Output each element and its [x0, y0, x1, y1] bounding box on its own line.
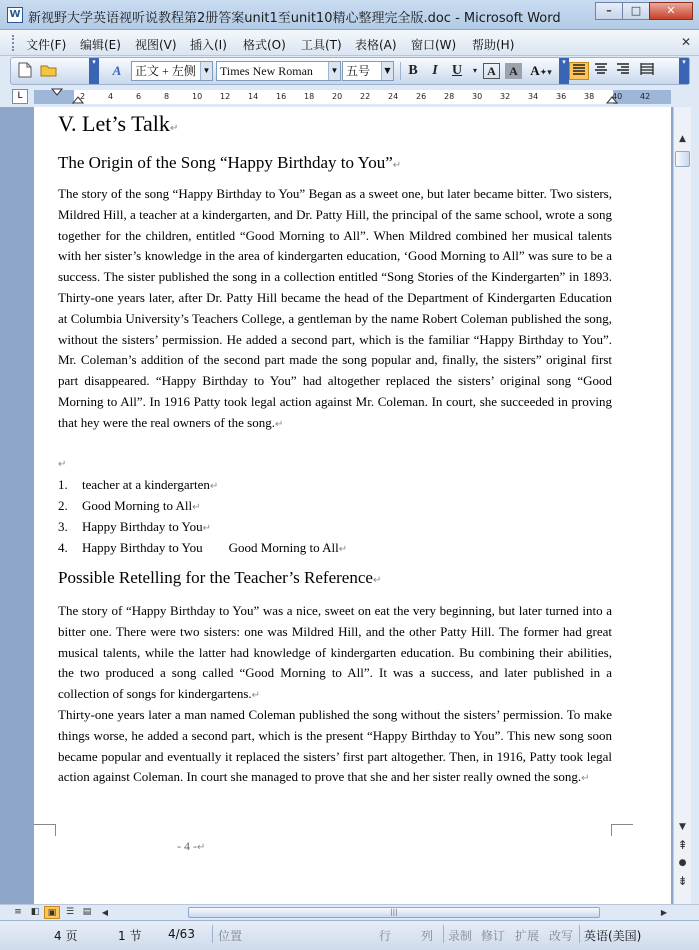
- ruler-tick-label: 28: [444, 92, 455, 101]
- status-line: 行: [379, 929, 392, 943]
- font-dropdown[interactable]: [216, 61, 341, 81]
- ruler-tick-label: 14: [248, 92, 259, 101]
- ruler-tick-label: 4: [108, 92, 114, 101]
- normal-view-icon[interactable]: ≡: [14, 907, 22, 917]
- toolbar-overflow-icon[interactable]: ▾: [679, 58, 689, 84]
- character-shading-button[interactable]: A: [505, 63, 522, 79]
- answer-text: Happy Birthday to You: [82, 519, 203, 534]
- paragraph-text: The story of “Happy Birthday to You” was a nice, sweet on eat the very beginning, but later turned into a bitter one. There were two sisters: one was Mildred Hill, and the other Patty Hill. The former had great musical talents, while the latter had knowledge of kindergarten education. Bu combining their abilities, the two produced a song called “Good Morning to All”. It was a success, and later published in a collection of songs for kindergartens.: [58, 603, 612, 702]
- answer-item[interactable]: [58, 519, 211, 535]
- chevron-down-icon: ▼: [381, 62, 393, 80]
- menu-help[interactable]: 帮助(H): [472, 38, 515, 52]
- next-page-icon[interactable]: ⇟: [677, 874, 688, 888]
- ruler-tick-label: 22: [360, 92, 371, 101]
- horizontal-scroll-thumb[interactable]: |||: [188, 907, 600, 918]
- section-heading-lets-talk[interactable]: [58, 111, 178, 137]
- font-size-dropdown[interactable]: [342, 61, 394, 81]
- paragraph-mark-icon: ↵: [202, 523, 212, 534]
- style-value: 正文 + 左侧: [135, 64, 196, 78]
- paragraph-mark-icon: ↵: [392, 160, 402, 171]
- document-area: [0, 107, 673, 904]
- menu-bar: [0, 30, 699, 56]
- paragraph-mark-icon: ↵: [58, 459, 67, 470]
- story-paragraph[interactable]: [58, 184, 612, 436]
- toolbar-overflow-icon[interactable]: ▾: [559, 58, 569, 84]
- align-justify-icon[interactable]: [569, 62, 589, 80]
- ruler-tick-label: 10: [192, 92, 203, 101]
- toolbar-overflow-icon[interactable]: ▾: [89, 58, 99, 84]
- horizontal-ruler[interactable]: [34, 90, 671, 104]
- ruler-tick-label: 20: [332, 92, 343, 101]
- status-page: 4 页: [54, 929, 78, 943]
- title-bar: [0, 0, 699, 30]
- answer-number: 4.: [58, 540, 68, 555]
- align-center-icon[interactable]: [591, 62, 611, 80]
- page-number-text: - 4 -: [177, 839, 197, 853]
- minimize-button[interactable]: –: [595, 2, 623, 20]
- chevron-down-icon: ▼: [328, 62, 340, 80]
- close-button[interactable]: ✕: [649, 2, 693, 20]
- crop-mark: [34, 824, 56, 836]
- heading-possible-retelling[interactable]: [58, 568, 381, 588]
- heading-text: The Origin of the Song “Happy Birthday to You”: [58, 153, 393, 172]
- select-browse-object-icon[interactable]: ●: [678, 858, 687, 868]
- first-line-indent-icon[interactable]: [51, 88, 63, 100]
- scroll-left-icon[interactable]: ◀: [101, 908, 109, 917]
- toolbar-divider: [400, 62, 401, 80]
- status-page-count: 4/63: [168, 927, 195, 941]
- scroll-down-icon[interactable]: ▼: [679, 822, 686, 832]
- open-folder-icon[interactable]: [39, 62, 59, 80]
- ruler-tick-label: 12: [220, 92, 231, 101]
- paragraph-mark-icon: ↵: [197, 842, 206, 853]
- paragraph-text: Thirty-one years later a man named Coleman published the song without the sisters’ permission. To make things worse, he added a second part, which is the present “Happy Birthday to You”. This new song soon became popular and eventually it replaced the sisters’ first part altogether. Then, in 1916, Patty took legal action against Coleman. In court she managed to prove that she and her sister really owned the song.: [58, 707, 612, 785]
- answer-text: Good Morning to All: [82, 498, 193, 513]
- heading-text: V. Let’s Talk: [58, 111, 170, 136]
- answer-number: 2.: [58, 498, 68, 513]
- status-column: 列: [421, 929, 434, 943]
- empty-paragraph[interactable]: [58, 455, 66, 471]
- ruler-tick-label: 32: [500, 92, 511, 101]
- underline-options-icon[interactable]: ▾: [472, 66, 477, 75]
- status-position: 位置: [218, 929, 243, 943]
- menu-format[interactable]: 格式(O): [243, 38, 286, 52]
- paragraph-mark-icon: ↵: [581, 773, 590, 785]
- window-title: 新视野大学英语视听说教程第2册答案unit1至unit10精心整理完全版.doc - Microsoft Word: [28, 11, 561, 26]
- horizontal-scrollbar[interactable]: [0, 904, 699, 920]
- ruler-tick-label: 40: [612, 92, 623, 101]
- outline-view-icon[interactable]: ☰: [65, 907, 75, 917]
- ruler-tick-label: 6: [136, 92, 142, 101]
- web-layout-icon[interactable]: ◧: [30, 907, 40, 917]
- ruler-tick-label: 8: [164, 92, 170, 101]
- chevron-down-icon: ▼: [200, 62, 212, 80]
- paragraph-mark-icon: ↵: [192, 502, 201, 513]
- italic-button[interactable]: I: [432, 63, 438, 78]
- crop-mark: [611, 824, 633, 836]
- ruler-tick-label: 16: [276, 92, 287, 101]
- style-dropdown[interactable]: [131, 61, 213, 81]
- ruler-tick-label: 42: [640, 92, 651, 101]
- font-value: Times New Roman: [220, 64, 313, 78]
- menu-tools[interactable]: 工具(T): [301, 38, 342, 52]
- macro-record-toggle[interactable]: 录制: [448, 929, 473, 943]
- close-document-button[interactable]: ✕: [680, 35, 691, 49]
- menu-window[interactable]: 窗口(W): [411, 38, 457, 52]
- previous-page-icon[interactable]: ⇞: [677, 838, 688, 852]
- scroll-right-icon[interactable]: ▶: [660, 908, 668, 917]
- ruler-tick-label: 26: [416, 92, 427, 101]
- menu-grip-handle[interactable]: [12, 35, 15, 51]
- reading-layout-icon[interactable]: ▤: [82, 907, 92, 917]
- vertical-scrollbar[interactable]: [673, 107, 691, 904]
- page-number-footer: [177, 839, 205, 854]
- answer-text: teacher at a kindergarten: [82, 477, 210, 492]
- menu-table[interactable]: 表格(A): [355, 38, 397, 52]
- status-divider: [212, 925, 213, 943]
- heading-origin-of-song[interactable]: [58, 153, 401, 173]
- word-app-icon[interactable]: W: [7, 7, 23, 23]
- menu-view[interactable]: 视图(V): [135, 38, 177, 52]
- ruler-tick-label: 18: [304, 92, 315, 101]
- window-controls: [596, 2, 693, 20]
- paragraph-mark-icon: ↵: [209, 481, 219, 492]
- print-layout-icon[interactable]: ▣: [44, 906, 60, 919]
- tab-stop-selector[interactable]: L: [12, 89, 28, 104]
- answer-text: Happy Birthday to You Good Morning to All: [82, 540, 339, 555]
- menu-insert[interactable]: 插入(I): [190, 38, 227, 52]
- document-page[interactable]: [34, 107, 671, 904]
- retelling-paragraph-2[interactable]: [58, 705, 612, 790]
- styles-pane-icon[interactable]: A: [112, 63, 122, 78]
- answer-number: 1.: [58, 477, 68, 492]
- vertical-scroll-thumb[interactable]: [675, 151, 690, 167]
- answer-item[interactable]: [58, 540, 347, 556]
- ruler-area: [0, 87, 699, 107]
- track-changes-toggle[interactable]: 修订: [481, 929, 506, 943]
- paragraph-mark-icon: ↵: [372, 575, 382, 586]
- ruler-tick-label: 38: [584, 92, 595, 101]
- answer-number: 3.: [58, 519, 68, 534]
- paragraph-mark-icon: ↵: [338, 544, 348, 555]
- font-color-button[interactable]: A: [483, 63, 500, 79]
- menu-edit[interactable]: 编辑(E): [80, 38, 121, 52]
- heading-text: Possible Retelling for the Teacher’s Reference: [58, 568, 373, 587]
- status-language[interactable]: 英语(美国): [584, 929, 642, 943]
- extend-selection-toggle[interactable]: 扩展: [515, 929, 540, 943]
- align-right-icon[interactable]: [613, 62, 633, 80]
- answer-item[interactable]: [58, 498, 201, 514]
- overtype-toggle[interactable]: 改写: [549, 929, 574, 943]
- bold-button[interactable]: B: [408, 63, 418, 78]
- new-document-icon[interactable]: [15, 62, 35, 80]
- ruler-tick-label: 24: [388, 92, 399, 101]
- ruler-tick-label: 36: [556, 92, 567, 101]
- status-bar: [0, 920, 699, 950]
- status-section: 1 节: [118, 929, 142, 943]
- font-size-value: 五号: [346, 64, 371, 78]
- paragraph-text: The story of the song “Happy Birthday to You” Began as a sweet one, but later became bitter. Two sisters, Mildred Hill, a teacher at a kindergarten, and Dr. Patty Hill, the principal of the same school, wrote a song together for the children, entitled “Good Morning to All”. When Mildred combined her musical talents with her sister’s knowledge in the area of kindergarten education, ‘Good Morning to All” was sure to be a success. The sister published the song in a collection entitled “Song Stories of the Kindergarten” in 1893. Thirty-one years later, after Dr. Patty Hill became the head of the Department of Kindergarten Education at Columbia University’s Teachers College, a gentleman by the name Robert Coleman published the song, without the sisters’ permission. He added a second part, which is the familiar “Happy Birthday to You”. Mr. Coleman’s addition of the second part made the song popular and, finally, the sisters” original first part disappeared. “Happy Birthday to You” had altogether replaced the sisters’ original song “Good Morning to All”. In 1916 Patty took legal action against Mr. Coleman. In court, she succeeded in proving that hey were the real owners of the song.: [58, 186, 612, 430]
- distributed-align-icon[interactable]: [637, 62, 657, 80]
- status-divider: [443, 925, 444, 943]
- ruler-tick-label: 34: [528, 92, 539, 101]
- paragraph-mark-icon: ↵: [169, 123, 179, 134]
- menu-file[interactable]: 文件(F): [26, 38, 67, 52]
- maximize-button[interactable]: □: [622, 2, 650, 20]
- underline-button[interactable]: U: [451, 63, 463, 78]
- ruler-tick-label: 2: [80, 92, 86, 101]
- retelling-paragraph-1[interactable]: [58, 601, 612, 707]
- paragraph-mark-icon: ↵: [251, 690, 261, 702]
- ruler-tick-label: 30: [472, 92, 483, 101]
- formatting-toolbar: [10, 57, 690, 85]
- answer-item[interactable]: [58, 477, 218, 493]
- highlight-icon[interactable]: A✦▾: [530, 63, 552, 78]
- paragraph-mark-icon: ↵: [274, 418, 284, 430]
- status-divider: [579, 925, 580, 943]
- scroll-up-icon[interactable]: ▲: [679, 134, 686, 144]
